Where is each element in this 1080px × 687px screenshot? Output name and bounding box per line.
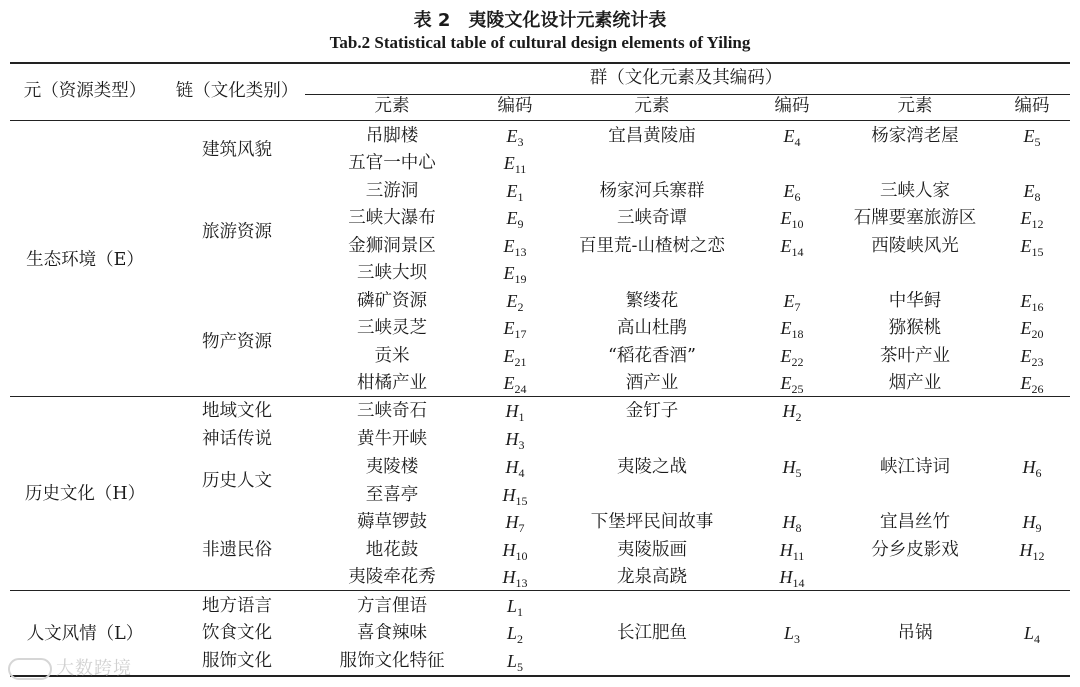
code-subscript: 23 [1031, 355, 1044, 369]
table-title-en: Tab.2 Statistical table of cultural design elements of Yiling [329, 33, 751, 52]
header-bottom-rule [10, 120, 1070, 121]
element-name-cell: 夷陵之战 [617, 457, 687, 477]
code-letter: E [503, 346, 515, 366]
element-name-cell: 宜昌黄陵庙 [608, 126, 696, 146]
code-subscript: 7 [518, 521, 525, 535]
code-letter: E [503, 236, 515, 256]
element-name-cell: 石牌要塞旅游区 [853, 208, 977, 228]
code-letter: H [779, 567, 793, 587]
code-letter: E [1020, 291, 1032, 311]
element-code-cell [1021, 372, 1044, 400]
code-subscript: 19 [514, 272, 527, 286]
header-element-3: 元素 [897, 96, 933, 116]
element-code-cell [504, 235, 527, 263]
element-code-cell [780, 566, 805, 594]
element-name-cell: 吊锅 [897, 623, 933, 643]
table-title-cn: 表 2 夷陵文化设计元素统计表 [413, 10, 667, 31]
code-letter: E [506, 291, 518, 311]
code-subscript: 8 [795, 521, 802, 535]
element-name-cell: 三峡大坝 [357, 263, 427, 283]
element-code-cell [503, 539, 528, 567]
watermark-logo-icon [8, 658, 52, 680]
code-subscript: 20 [1031, 327, 1044, 341]
code-subscript: 9 [517, 217, 524, 231]
element-name-cell: 百里荒-山楂树之恋 [579, 236, 725, 256]
code-letter: E [780, 318, 792, 338]
code-letter: E [783, 126, 795, 146]
header-sub-rule [305, 94, 1070, 95]
element-name-cell: 三峡灵芝 [357, 318, 427, 338]
header-code-3: 编码 [1014, 96, 1050, 116]
element-name-cell: 酒产业 [625, 373, 679, 393]
code-letter: H [782, 457, 796, 477]
element-name-cell: 高山杜鹃 [617, 318, 687, 338]
element-code-cell [781, 317, 804, 345]
element-name-cell: 夷陵牵花秀 [348, 567, 436, 587]
element-code-cell [503, 566, 528, 594]
element-name-cell: 地花鼓 [365, 540, 419, 560]
code-letter: E [506, 208, 518, 228]
element-code-cell [1023, 456, 1042, 484]
code-subscript: 22 [791, 355, 804, 369]
code-letter: E [780, 208, 792, 228]
code-letter: E [783, 291, 795, 311]
code-letter: E [783, 181, 795, 201]
code-letter: H [782, 512, 796, 532]
element-name-cell: 贡米 [374, 346, 410, 366]
element-code-cell [507, 180, 524, 208]
code-letter: E [506, 181, 518, 201]
code-subscript: 12 [1032, 549, 1045, 563]
element-name-cell: 夷陵版画 [617, 540, 687, 560]
group-divider-1 [10, 396, 1070, 397]
code-subscript: 25 [791, 382, 804, 396]
element-code-cell [506, 428, 525, 456]
element-name-cell: 金狮洞景区 [348, 236, 436, 256]
code-subscript: 12 [1031, 217, 1044, 231]
code-subscript: 6 [794, 190, 801, 204]
code-subscript: 5 [517, 660, 524, 674]
code-subscript: 18 [791, 327, 804, 341]
element-name-cell: 下堡坪民间故事 [590, 512, 714, 532]
element-name-cell: 薅草锣鼓 [357, 512, 427, 532]
resource-type-cell: 人文风情（L） [26, 623, 144, 644]
element-code-cell [504, 317, 527, 345]
code-letter: E [503, 318, 515, 338]
code-subscript: 16 [1031, 300, 1044, 314]
group-divider-2 [10, 590, 1070, 591]
code-subscript: 15 [1031, 245, 1044, 259]
element-name-cell: 黄牛开峡 [357, 429, 427, 449]
element-name-cell: 吊脚楼 [365, 126, 419, 146]
code-letter: H [502, 485, 516, 505]
code-subscript: 1 [517, 190, 524, 204]
element-name-cell: 茶叶产业 [880, 346, 950, 366]
culture-category-cell: 旅游资源 [202, 222, 272, 242]
element-code-cell [504, 262, 527, 290]
element-code-cell [507, 650, 523, 678]
code-letter: E [780, 236, 792, 256]
element-code-cell [507, 290, 524, 318]
element-name-cell: 宜昌丝竹 [880, 512, 950, 532]
code-subscript: 2 [795, 410, 802, 424]
code-subscript: 3 [517, 135, 524, 149]
element-code-cell [1021, 235, 1044, 263]
element-code-cell [784, 622, 800, 650]
code-letter: H [782, 401, 796, 421]
code-letter: H [1022, 457, 1036, 477]
element-name-cell: 三峡奇石 [357, 401, 427, 421]
code-subscript: 1 [518, 410, 525, 424]
code-subscript: 14 [792, 576, 805, 590]
element-name-cell: 峡江诗词 [880, 457, 950, 477]
element-name-cell: 服饰文化特征 [339, 651, 445, 671]
element-name-cell: 三峡人家 [880, 181, 950, 201]
element-name-cell: 三游洞 [365, 181, 419, 201]
code-letter: E [1020, 373, 1032, 393]
culture-category-cell: 建筑风貌 [202, 139, 272, 160]
element-name-cell: 五官一中心 [348, 153, 436, 173]
element-code-cell [1021, 207, 1044, 235]
code-letter: E [1023, 126, 1035, 146]
code-subscript: 14 [791, 245, 804, 259]
element-code-cell [504, 152, 527, 180]
element-name-cell: 金钉子 [625, 401, 679, 421]
element-name-cell: 猕猴桃 [888, 318, 942, 338]
header-resource-type: 元（资源类型） [23, 81, 147, 101]
culture-category-cell: 历史人文 [202, 471, 272, 491]
code-subscript: 4 [1034, 632, 1041, 646]
culture-category-cell: 神话传说 [202, 429, 272, 449]
element-code-cell [506, 400, 525, 428]
culture-category-cell: 服饰文化 [202, 651, 272, 671]
element-name-cell: 喜食辣味 [357, 623, 427, 643]
header-element-1: 元素 [374, 96, 410, 116]
header-code-1: 编码 [497, 96, 533, 116]
element-name-cell: 方言俚语 [357, 596, 427, 616]
code-subscript: 13 [514, 245, 527, 259]
code-letter: L [506, 651, 518, 671]
element-code-cell [781, 345, 804, 373]
code-letter: E [780, 373, 792, 393]
code-subscript: 11 [514, 162, 527, 176]
element-code-cell [1021, 317, 1044, 345]
code-subscript: 11 [792, 549, 805, 563]
code-letter: E [1020, 318, 1032, 338]
element-name-cell: 至喜亭 [365, 485, 419, 505]
element-code-cell [1021, 345, 1044, 373]
header-culture-category: 链（文化类别） [175, 81, 299, 101]
element-name-cell: 杨家河兵寨群 [599, 181, 705, 201]
element-code-cell [1024, 622, 1040, 650]
code-subscript: 7 [794, 300, 801, 314]
code-subscript: 2 [517, 300, 524, 314]
code-subscript: 9 [1035, 521, 1042, 535]
code-subscript: 6 [1035, 466, 1042, 480]
code-letter: E [503, 153, 515, 173]
element-code-cell [507, 207, 524, 235]
element-code-cell [507, 622, 523, 650]
element-code-cell [780, 539, 805, 567]
code-letter: L [1023, 623, 1035, 643]
code-subscript: 24 [514, 382, 527, 396]
element-code-cell [506, 456, 525, 484]
element-code-cell [503, 484, 528, 512]
element-code-cell [507, 595, 523, 623]
element-code-cell [504, 372, 527, 400]
code-subscript: 2 [517, 632, 524, 646]
resource-type-cell: 历史文化（H） [24, 484, 146, 504]
code-letter: H [505, 457, 519, 477]
code-subscript: 13 [515, 576, 528, 590]
code-subscript: 10 [791, 217, 804, 231]
element-code-cell [1023, 511, 1042, 539]
code-letter: E [503, 373, 515, 393]
element-name-cell: 磷矿资源 [357, 291, 427, 311]
element-name-cell: 三峡大瀑布 [348, 208, 436, 228]
code-subscript: 3 [794, 632, 801, 646]
code-subscript: 5 [795, 466, 802, 480]
code-subscript: 10 [515, 549, 528, 563]
code-letter: H [1019, 540, 1033, 560]
culture-category-cell: 饮食文化 [202, 623, 272, 643]
header-element-group: 群（文化元素及其编码） [589, 68, 783, 88]
code-subscript: 21 [514, 355, 527, 369]
element-code-cell [781, 207, 804, 235]
code-letter: H [502, 540, 516, 560]
element-code-cell [1020, 539, 1045, 567]
code-subscript: 15 [515, 494, 528, 508]
culture-category-cell: 物产资源 [202, 332, 272, 352]
element-code-cell [507, 125, 524, 153]
code-letter: E [1020, 346, 1032, 366]
bottom-rule [10, 675, 1070, 677]
code-letter: L [506, 596, 518, 616]
element-name-cell: 三峡奇谭 [617, 208, 687, 228]
top-rule [10, 62, 1070, 64]
code-letter: H [505, 512, 519, 532]
element-code-cell [783, 511, 802, 539]
watermark-text: 大数跨境 [56, 658, 132, 679]
header-element-2: 元素 [634, 96, 670, 116]
culture-category-cell: 地方语言 [202, 596, 272, 616]
culture-category-cell: 地域文化 [202, 401, 272, 421]
watermark [8, 654, 132, 680]
code-letter: E [780, 346, 792, 366]
element-name-cell: 龙泉高跷 [617, 567, 687, 587]
element-name-cell: 西陵峡风光 [871, 236, 959, 256]
code-letter: H [505, 401, 519, 421]
code-subscript: 5 [1034, 135, 1041, 149]
element-code-cell [506, 511, 525, 539]
code-letter: H [779, 540, 793, 560]
code-subscript: 8 [1034, 190, 1041, 204]
code-letter: H [1022, 512, 1036, 532]
element-name-cell: 长江肥鱼 [617, 623, 687, 643]
code-letter: E [503, 263, 515, 283]
element-name-cell: 杨家湾老屋 [871, 126, 959, 146]
element-name-cell: 分乡皮影戏 [871, 540, 959, 560]
code-subscript: 26 [1031, 382, 1044, 396]
code-subscript: 4 [518, 466, 525, 480]
code-letter: E [506, 126, 518, 146]
code-letter: L [506, 623, 518, 643]
code-subscript: 4 [794, 135, 801, 149]
element-name-cell: 繁缕花 [625, 291, 679, 311]
culture-category-cell: 非遗民俗 [202, 539, 272, 560]
element-name-cell: 烟产业 [888, 373, 942, 393]
element-code-cell [1021, 290, 1044, 318]
code-letter: H [502, 567, 516, 587]
element-code-cell [781, 372, 804, 400]
code-letter: E [1020, 208, 1032, 228]
element-code-cell [1024, 180, 1041, 208]
element-code-cell [783, 456, 802, 484]
element-code-cell [1024, 125, 1041, 153]
header-code-2: 编码 [774, 96, 810, 116]
element-code-cell [504, 345, 527, 373]
code-subscript: 17 [514, 327, 527, 341]
code-letter: H [505, 429, 519, 449]
element-name-cell: 中华鲟 [888, 291, 942, 311]
element-code-cell [784, 125, 801, 153]
element-code-cell [784, 180, 801, 208]
code-letter: E [1023, 181, 1035, 201]
code-letter: E [1020, 236, 1032, 256]
code-subscript: 3 [518, 438, 525, 452]
element-name-cell: 夷陵楼 [365, 457, 419, 477]
element-code-cell [784, 290, 801, 318]
resource-type-cell: 生态环境（E） [26, 249, 144, 270]
code-letter: L [783, 623, 795, 643]
element-name-cell: 柑橘产业 [357, 373, 427, 393]
element-code-cell [781, 235, 804, 263]
element-code-cell [783, 400, 802, 428]
code-subscript: 1 [517, 605, 524, 619]
element-name-cell: “稻花香酒” [608, 346, 696, 366]
